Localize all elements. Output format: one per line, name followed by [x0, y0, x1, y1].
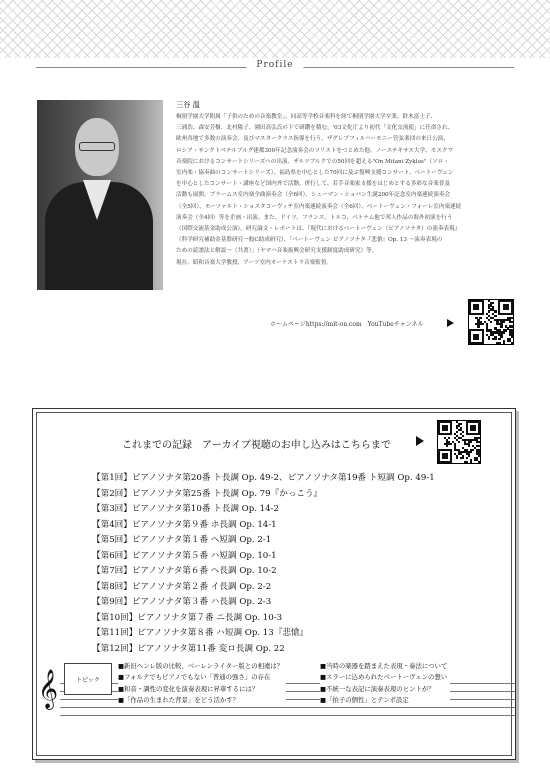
qr-module: [488, 310, 490, 312]
record-item: 【第10回】ピアノソナタ第７番 ニ長調 Op. 10-3: [92, 612, 283, 623]
qr-module: [462, 431, 464, 433]
qr-finder: [473, 334, 479, 340]
qr-module: [494, 315, 496, 317]
topic-item: ■新旧ヘンレ版の比較、ベーレンライター版との相違は？: [118, 661, 286, 672]
qr-module: [456, 431, 458, 433]
qr-module: [511, 321, 513, 323]
bio-line: 活動も展開。ブラームス室内楽全曲演奏会（全6回）、シューマン・ショパン生誕200年記念室内楽連続演奏会: [176, 192, 451, 199]
bio-line: （全5回）、モーツァルト・ショスタコーヴィチ室内楽連続演奏会（全6回）、ベートーヴェン・フォーレ室内楽連続: [176, 203, 462, 210]
qr-module: [468, 455, 470, 457]
archive-title: これまでの記録 アーカイブ視聴のお申し込みはこちらまで: [122, 440, 391, 451]
record-item: 【第11回】ピアノソナタ第８番 ハ短調 Op. 13『悲愴』: [92, 628, 309, 638]
qr-module: [492, 302, 494, 304]
qr-module: [498, 342, 500, 344]
qr-module: [503, 331, 505, 333]
qr-module: [450, 443, 452, 445]
qr-module: [479, 317, 481, 319]
record-item: 【第9回】ピアノソナタ第３番 ハ長調 Op. 2-3: [92, 597, 272, 607]
topic-item: ■当時の楽器を踏まえた表現・奏法について: [320, 661, 450, 672]
portrait-glasses: [79, 142, 115, 151]
record-item: 【第6回】ピアノソナタ第５番 ハ短調 Op. 10-1: [92, 550, 277, 561]
qr-module: [466, 461, 468, 463]
bio-line: （科学研究補助金基盤研究一般C助成研究）、「ベートーヴェン ピアノソナタ『悲愴』Op. 13 ～演奏表現の: [176, 237, 443, 244]
qr-module: [478, 445, 480, 447]
qr-module: [462, 457, 464, 459]
header-pattern: [0, 0, 550, 58]
treble-clef-icon: 𝄞: [38, 669, 59, 709]
record-item: 【第8回】ピアノソナタ第２番 イ長調 Op. 2-2: [92, 581, 272, 592]
qr-module: [470, 461, 472, 463]
topic-item: ■和音・調性の変化を演奏表現に昇華するには？: [118, 684, 286, 695]
qr-finder: [442, 425, 448, 431]
bio-line: 三浦浩、森安芳樹、北村陽子、園田高弘氏の下で研鑽を積む。'03文化庁より初代「文化交流使」に任命され、: [176, 125, 454, 132]
qr-module: [478, 437, 480, 439]
qr-module: [494, 310, 496, 312]
portrait-photo: [37, 100, 163, 290]
qr-module: [446, 445, 448, 447]
qr-module: [477, 325, 479, 327]
qr-finder: [503, 304, 509, 310]
record-list: [92, 471, 435, 657]
bio-line: ロシア・サンクトペテルブルグ建都300年記念演奏会のソリストをつとめた他、ノーステキサス大学、モスクワ: [176, 147, 454, 154]
qr-module: [511, 342, 513, 344]
qr-finder: [442, 453, 448, 459]
qr-module: [482, 323, 484, 325]
bio-line: 現在、昭和音楽大学教授、アーツ室内オーケストラ音楽監督。: [176, 259, 333, 266]
qr-module: [488, 338, 490, 340]
qr-module: [503, 342, 505, 344]
topic-item: ■フォルテでもピアノでもない「普通の強さ」の存在: [118, 672, 286, 683]
qr-module: [494, 338, 496, 340]
record-item: 【第3回】ピアノソナタ第10番 ト長調 Op. 14-2: [92, 504, 279, 514]
qr-module: [505, 329, 507, 331]
record-item: 【第1回】ピアノソナタ第20番 ト長調 Op. 49-2、ピアノソナタ第19番 ト短調 Op. 49-1: [92, 473, 435, 483]
qr-module: [466, 457, 468, 459]
qr-module: [478, 461, 480, 463]
record-item: 【第7回】ピアノソナタ第６番 ヘ長調 Op. 10-2: [92, 566, 277, 576]
homepage-text[interactable]: ホームページhttps://mit-on.com YouTubeチャンネル: [270, 321, 424, 328]
qr-module: [511, 325, 513, 327]
qr-module: [468, 445, 470, 447]
bio-line: 桐朋学園大学附属「子供のための音楽教室」、同高等学校音楽科を経て桐朋学園大学卒業。鈴木富士子、: [176, 114, 437, 120]
bio-line: 演奏会（全4回）等を企画・出演。また、ドイツ、フランス、トルコ、ベトナム他で邦人作品の海外初演を行う: [176, 214, 453, 221]
topic-item: ■スラーに込められたベートーヴェンの想い: [320, 672, 450, 683]
arrow-right-icon: [447, 319, 454, 327]
qr-module: [458, 441, 460, 443]
qr-module: [470, 441, 472, 443]
bio-line: 欧州各地で多数の演奏会、及びマスタークラス指導を行う。ザグレブフィルハーモニー管弦楽団の来日公演、: [176, 136, 449, 143]
staff-line: [60, 707, 515, 708]
qr-module: [456, 457, 458, 459]
topics-right: [320, 661, 450, 706]
bio-line: ための読譜法と解説～（共著）」（ヤマハ音楽振興会研究支援制度助成研究）等。: [176, 248, 378, 255]
topic-item: ■不統一な表記に演奏表現のヒントが？: [320, 684, 450, 695]
qr-module: [500, 325, 502, 327]
qr-module: [462, 435, 464, 437]
qr-module: [503, 321, 505, 323]
bio-line: （国際交流基金助成公演）。研究論文・レポートは、『現代におけるベートーヴェン（ピアノソナタ）の演奏表現』: [176, 226, 461, 233]
qr-finder: [470, 425, 476, 431]
qr-module: [498, 338, 500, 340]
qr-module: [490, 321, 492, 323]
record-item: 【第2回】ピアノソナタ第25番 ト長調 Op. 79『かっこう』: [92, 488, 323, 499]
bio-block: [176, 100, 521, 269]
record-item: 【第4回】ピアノソナタ第９番 ホ長調 Op. 14-1: [92, 519, 277, 530]
qr-module: [470, 451, 472, 453]
arrow-right-icon: [416, 436, 424, 446]
bio-line: を中心としたコンサート・講座など国内外で活動。併行して、若手音楽家支援をはじめとする多彩な音楽普及: [176, 181, 450, 188]
youtube-qr-code[interactable]: [468, 299, 514, 345]
qr-module: [478, 441, 480, 443]
archive-qr-code[interactable]: [437, 420, 481, 464]
record-item: 【第12回】ピアノソナタ第11番 変ロ長調 Op. 22: [92, 643, 285, 654]
profile-header: [36, 60, 514, 76]
qr-module: [472, 449, 474, 451]
qr-finder: [473, 304, 479, 310]
bio-line: 音楽院におけるコンサートシリーズへの出演、ザルツブルクでの50回を超える"On Mitani Zyklus"（ソロ・: [176, 158, 449, 165]
bio-line: 室内楽・協奏曲のコンサートシリーズ）、福島県を中心とした70回に及ぶ復興支援コンサート、ベートーヴェン: [176, 170, 454, 177]
topic-item: ■「拍子の個性」とテンポ設定: [320, 695, 450, 706]
qr-module: [511, 336, 513, 338]
qr-module: [511, 317, 513, 319]
qr-module: [460, 423, 462, 425]
qr-module: [478, 455, 480, 457]
topics-left: [118, 661, 286, 706]
section-label: Profile: [246, 60, 303, 70]
topic-label: トピック: [64, 663, 112, 695]
qr-module: [448, 437, 450, 439]
topic-item: ■「作品の生まれた背景」をどう活かす？: [118, 695, 286, 706]
staff-line: [60, 715, 515, 716]
profile-name: 三谷 温: [176, 100, 200, 109]
qr-module: [500, 336, 502, 338]
record-item: 【第5回】ピアノソナタ第１番 ヘ短調 Op. 2-1: [92, 535, 272, 545]
